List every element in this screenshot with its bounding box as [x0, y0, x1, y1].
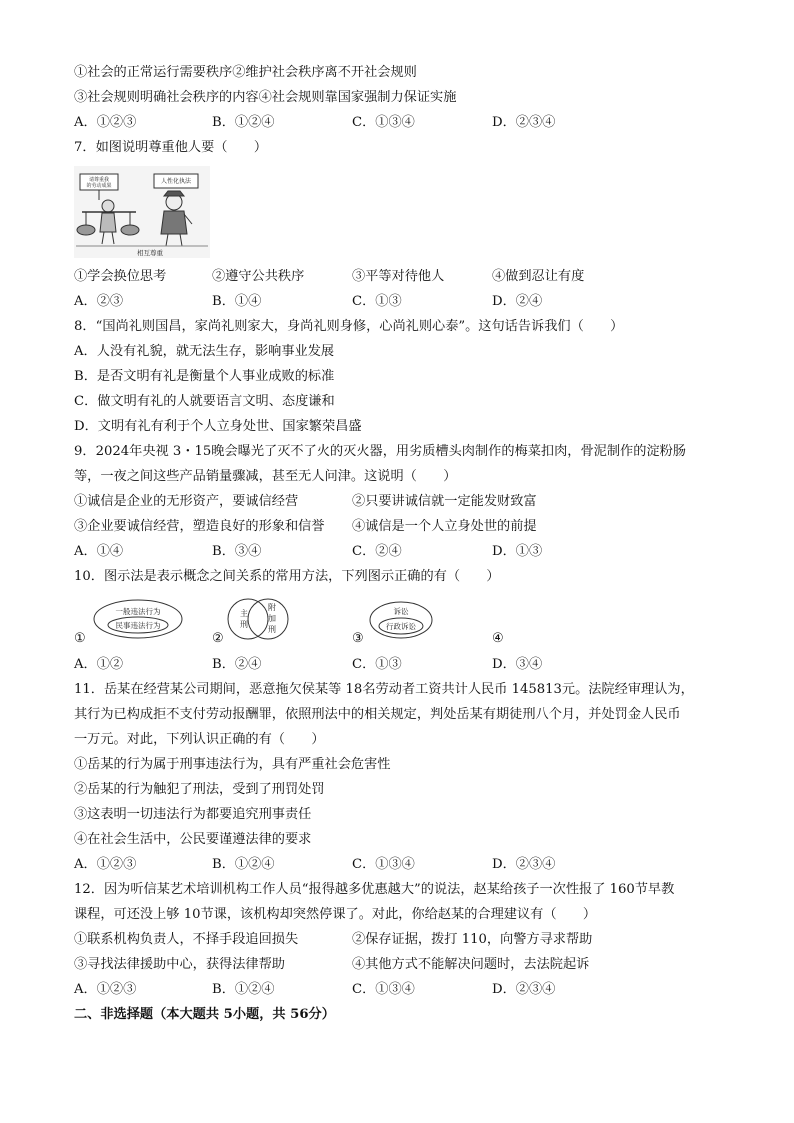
q11-statement-1: ①岳某的行为属于刑事违法行为，具有严重社会危害性 — [74, 757, 391, 772]
option-b: B．①②④ — [212, 115, 275, 130]
q10-question: 10．图示法是表示概念之间关系的常用方法，下列图示正确的有（ ） — [74, 569, 500, 584]
option-d: D．②④ — [492, 294, 543, 309]
fig2-right-char-1: 附 — [268, 603, 276, 612]
option-a: A．②③ — [74, 294, 124, 309]
q8-choice-c: C．做文明有礼的人就要语言文明、态度谦和 — [74, 394, 335, 409]
q9-statements-row-2 — [74, 518, 734, 536]
q9-statements-row-1 — [74, 493, 734, 511]
figure-label-1: ① — [74, 631, 86, 646]
fig2-right-char-3: 刑 — [268, 625, 276, 634]
q7-statements — [74, 268, 734, 286]
q11-question-line-2: 其行为已构成拒不支付劳动报酬罪，依照刑法中的相关规定，判处岳某有期徒刑八个月，并处罚金人民币 — [74, 707, 681, 722]
q8-choice-a: A．人没有礼貌，就无法生存，影响事业发展 — [74, 344, 335, 359]
statement-4: ④诚信是一个人立身处世的前提 — [352, 519, 537, 534]
q6-options — [74, 114, 734, 132]
q11-options — [74, 856, 734, 874]
q9-options — [74, 543, 734, 561]
fig2-left-char-2: 刑 — [240, 620, 248, 629]
statement-2: ②只要讲诚信就一定能发财致富 — [352, 494, 537, 509]
fig1-inner-label: 民事违法行为 — [115, 621, 161, 630]
q10-options — [74, 656, 734, 674]
option-b: B．③④ — [212, 544, 262, 559]
option-a: A．①② — [74, 657, 124, 672]
cartoon-sign-right: 人性化执法 — [160, 178, 192, 185]
fig2-right-char-2: 加 — [268, 614, 276, 623]
statement-2: ②遵守公共秩序 — [212, 269, 305, 284]
statement-1: ①学会换位思考 — [74, 269, 167, 284]
q8-choice-d: D．文明有礼有利于个人立身处世、国家繁荣昌盛 — [74, 419, 362, 434]
statement-3: ③企业要诚信经营，塑造良好的形象和信誉 — [74, 519, 325, 534]
option-d: D．②③④ — [492, 115, 556, 130]
q12-statements-row-2 — [74, 956, 734, 974]
statement-2: ②保存证据，拨打 110，向警方寻求帮助 — [352, 932, 593, 947]
q7-question: 7．如图说明尊重他人要（ ） — [74, 140, 268, 155]
fig3-inner-label: 行政诉讼 — [386, 622, 416, 631]
option-b: B．①②④ — [212, 857, 275, 872]
figure-label-2: ② — [212, 631, 224, 646]
q7-options — [74, 293, 734, 311]
option-c: C．①③④ — [352, 982, 415, 997]
statement-1: ①联系机构负责人，不择手段追回损失 — [74, 932, 299, 947]
q9-question-line-2: 等，一夜之间这些产品销量骤减，甚至无人问津。这说明（ ） — [74, 469, 457, 484]
option-d: D．②③④ — [492, 982, 556, 997]
statement-4: ④做到忍让有度 — [492, 269, 585, 284]
q8-question: 8．“国尚礼则国昌，家尚礼则家大，身尚礼则身修，心尚礼则心泰”。这句话告诉我们（ ） — [74, 319, 624, 334]
respect-cartoon — [74, 166, 210, 258]
option-b: B．①②④ — [212, 982, 275, 997]
venn-figure-3 — [368, 600, 434, 640]
fig3-outer-label: 诉讼 — [393, 607, 409, 616]
option-a: A．①②③ — [74, 115, 137, 130]
option-a: A．①②③ — [74, 857, 137, 872]
option-d: D．③④ — [492, 657, 543, 672]
option-c: C．②④ — [352, 544, 402, 559]
q11-question-line-1: 11．岳某在经营某公司期间，恶意拖欠侯某等 18名劳动者工资共计人民币 145813元。法院经审理认为， — [74, 682, 694, 697]
q12-options — [74, 981, 734, 999]
q11-statement-3: ③这表明一切违法行为都要追究刑事责任 — [74, 807, 312, 822]
q9-question-line-1: 9．2024年央视 3・15晚会曝光了灭不了火的灭火器，用劣质槽头肉制作的梅菜扣肉，骨泥制作的淀粉肠 — [74, 444, 686, 459]
q11-statement-2: ②岳某的行为触犯了刑法，受到了刑罚处罚 — [74, 782, 325, 797]
q12-statements-row-1 — [74, 931, 734, 949]
option-c: C．①③ — [352, 294, 402, 309]
figure-label-3: ③ — [352, 631, 364, 646]
option-c: C．①③ — [352, 657, 402, 672]
figure-label-4: ④ — [492, 631, 504, 646]
q12-question-line-1: 12．因为听信某艺术培训机构工作人员“报得越多优惠越大”的说法，赵某给孩子一次性报了 160节早教 — [74, 882, 675, 897]
option-b: B．②④ — [212, 657, 262, 672]
q6-statement-line-1: ①社会的正常运行需要秩序②维护社会秩序离不开社会规则 — [74, 65, 417, 80]
option-a: A．①②③ — [74, 982, 137, 997]
option-d: D．②③④ — [492, 857, 556, 872]
statement-1: ①诚信是企业的无形资产，要诚信经营 — [74, 494, 299, 509]
statement-3: ③平等对待他人 — [352, 269, 445, 284]
option-a: A．①④ — [74, 544, 124, 559]
fig2-left-char-1: 主 — [240, 609, 248, 618]
option-c: C．①③④ — [352, 857, 415, 872]
fig1-outer-label: 一般违法行为 — [115, 607, 161, 616]
option-b: B．①④ — [212, 294, 262, 309]
option-c: C．①③④ — [352, 115, 415, 130]
cartoon-caption: 相互尊重 — [137, 249, 163, 257]
cartoon-sign-left: 请尊重我 — [88, 177, 110, 183]
section-heading: 二、非选择题（本大题共 5小题，共 56分） — [74, 1007, 335, 1022]
q8-choice-b: B．是否文明有礼是衡量个人事业成败的标准 — [74, 369, 335, 384]
q11-question-line-3: 一万元。对此，下列认识正确的有（ ） — [74, 732, 325, 747]
statement-3: ③寻找法律援助中心，获得法律帮助 — [74, 957, 285, 972]
statement-4: ④其他方式不能解决问题时，去法院起诉 — [352, 957, 590, 972]
cartoon-sign-left-2: 的劳动成果 — [86, 183, 112, 189]
venn-figure-2 — [227, 594, 289, 644]
q12-question-line-2: 课程，可还没上够 10节课，该机构却突然停课了。对此，你给赵某的合理建议有（ ） — [74, 907, 597, 922]
venn-figure-1 — [92, 598, 184, 640]
q11-statement-4: ④在社会生活中，公民要谨遵法律的要求 — [74, 832, 312, 847]
option-d: D．①③ — [492, 544, 543, 559]
q6-statement-line-2: ③社会规则明确社会秩序的内容④社会规则靠国家强制力保证实施 — [74, 90, 457, 105]
